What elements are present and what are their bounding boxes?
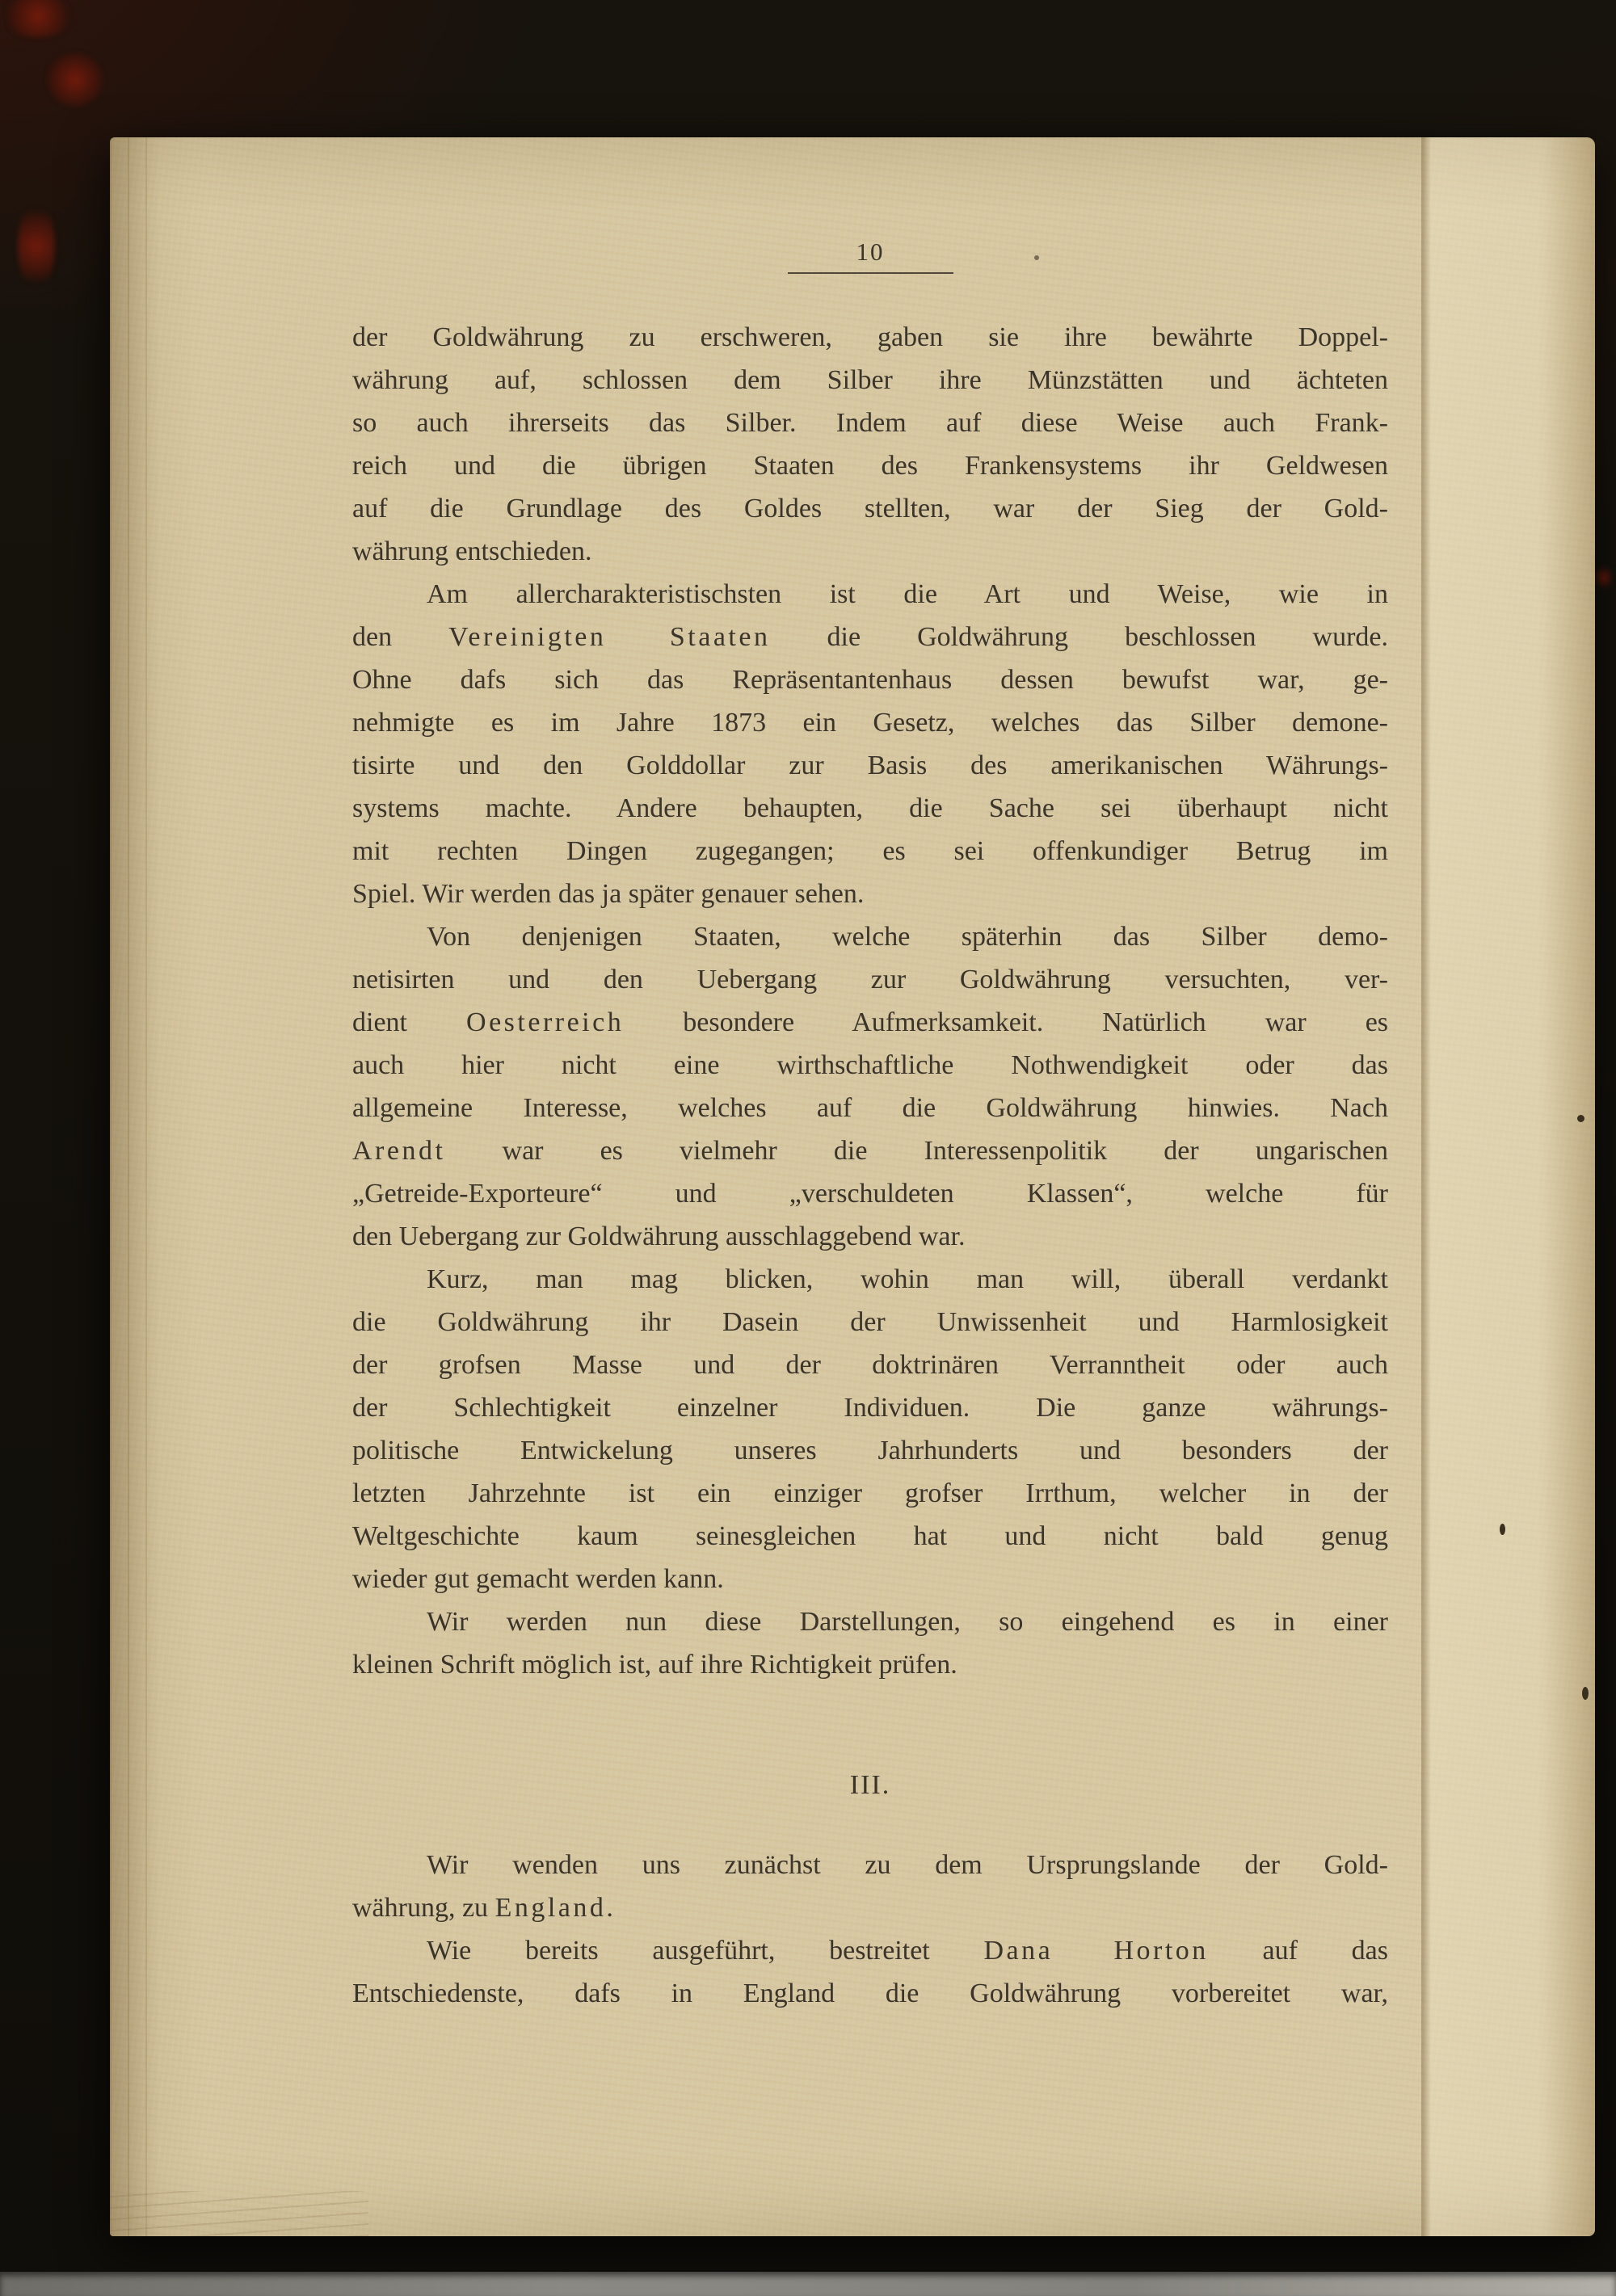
text-line — [352, 1886, 1388, 1929]
text-line: Wir wenden uns zunächst zu dem Ursprungslande der Gold- — [427, 1850, 1388, 1880]
red-stain — [18, 202, 55, 291]
page-right-fold — [1421, 137, 1595, 2236]
text-line: Von denjenigen Staaten, welche späterhin das Silber demo- — [427, 922, 1388, 952]
ink-speck — [1500, 1524, 1505, 1535]
paragraph — [352, 1258, 1388, 1600]
text-segment: den — [352, 622, 449, 652]
scanner-edge — [0, 2272, 1616, 2296]
text-line — [352, 1001, 1388, 1044]
text-line: letzten Jahrzehnte ist ein einziger grofser Irrthum, welcher in der — [352, 1478, 1388, 1508]
text-line — [352, 1929, 1388, 1972]
text-segment: auf das — [1208, 1936, 1388, 1966]
text-line: systems machte. Andere behaupten, die Sache sei überhaupt nicht — [352, 793, 1388, 823]
paragraph — [352, 1600, 1388, 1686]
text-line: Wir werden nun diese Darstellungen, so eingehend es in einer — [427, 1607, 1388, 1637]
text-line: Kurz, man mag blicken, wohin man will, überall verdankt — [427, 1264, 1388, 1294]
red-stain — [1597, 566, 1611, 590]
letterspaced-text: England — [494, 1893, 607, 1923]
text-line: Weltgeschichte kaum seinesgleichen hat und nicht bald genug — [352, 1521, 1388, 1551]
text-line: Ohne dafs sich das Repräsentantenhaus dessen bewufst war, ge- — [352, 665, 1388, 695]
text-line: netisirten und den Uebergang zur Goldwährung versuchten, ver- — [352, 965, 1388, 995]
text-line — [352, 616, 1388, 658]
paragraph — [352, 316, 1388, 573]
section-heading: III. — [849, 1770, 891, 1800]
text-line: politische Entwickelung unseres Jahrhunderts und besonders der — [352, 1436, 1388, 1465]
book-page — [110, 137, 1595, 2236]
text-segment: war es vielmehr die Interessenpolitik der ungarischen — [445, 1136, 1388, 1166]
text-line: wieder gut gemacht werden kann. — [352, 1564, 724, 1594]
text-line: den Uebergang zur Goldwährung ausschlaggebend war. — [352, 1222, 966, 1251]
red-stain — [3, 0, 73, 37]
paragraph — [352, 1844, 1388, 1929]
ink-speck — [1577, 1115, 1584, 1122]
letterspaced-text: Arendt — [352, 1136, 446, 1166]
text-line: nehmigte es im Jahre 1873 ein Gesetz, welches das Silber demone- — [352, 708, 1388, 738]
page-stack-left-edge — [110, 137, 165, 2236]
text-line: mit rechten Dingen zugegangen; es sei offenkundiger Betrug im — [352, 836, 1388, 866]
paragraph — [352, 1929, 1388, 2015]
text-line: der Schlechtigkeit einzelner Individuen. Die ganze währungs- — [352, 1393, 1388, 1423]
text-line: tisirte und den Golddollar zur Basis des amerikanischen Währungs- — [352, 751, 1388, 780]
text-line: reich und die übrigen Staaten des Frankensystems ihr Geldwesen — [352, 451, 1388, 481]
text-line: auch hier nicht eine wirthschaftliche Nothwendigkeit oder das — [352, 1050, 1388, 1080]
paragraph — [352, 573, 1388, 915]
text-line: Spiel. Wir werden das ja später genauer sehen. — [352, 879, 865, 909]
text-line: der grofsen Masse und der doktrinären Verranntheit oder auch — [352, 1350, 1388, 1380]
text-line: so auch ihrerseits das Silber. Indem auf diese Weise auch Frank- — [352, 408, 1388, 438]
text-line: auf die Grundlage des Goldes stellten, war der Sieg der Gold- — [352, 494, 1388, 524]
paragraph — [352, 915, 1388, 1258]
text-blocks — [352, 316, 1388, 2015]
text-segment: Wie bereits ausgeführt, bestreitet — [427, 1936, 984, 1966]
text-line: die Goldwährung ihr Dasein der Unwissenheit und Harmlosigkeit — [352, 1307, 1388, 1337]
text-line: allgemeine Interesse, welches auf die Goldwährung hinwies. Nach — [352, 1093, 1388, 1123]
page-content — [352, 238, 1388, 2015]
text-line: Am allercharakteristischsten ist die Art und Weise, wie in — [427, 579, 1388, 609]
text-segment: die Goldwährung beschlossen wurde. — [770, 622, 1389, 652]
ink-speck — [1582, 1687, 1589, 1700]
text-line: Entschiedenste, dafs in England die Goldwährung vorbereitet war, — [352, 1979, 1388, 2008]
text-segment: währung, zu — [352, 1893, 495, 1923]
text-segment: besondere Aufmerksamkeit. Natürlich war es — [624, 1007, 1389, 1037]
text-line — [352, 1129, 1388, 1172]
text-line: „Getreide-Exporteure“ und „verschuldeten Klassen“, welche für — [352, 1179, 1388, 1209]
letterspaced-text: Dana Horton — [983, 1936, 1209, 1966]
text-line: der Goldwährung zu erschweren, gaben sie ihre bewährte Doppel- — [352, 322, 1388, 352]
text-line: kleinen Schrift möglich ist, auf ihre Richtigkeit prüfen. — [352, 1650, 957, 1680]
text-segment: dient — [352, 1007, 467, 1037]
text-line: währung entschieden. — [352, 536, 592, 566]
ink-speck — [1034, 255, 1039, 260]
page-number-rule — [788, 272, 953, 274]
page-number: 10 — [856, 238, 885, 266]
letterspaced-text: Oesterreich — [466, 1007, 625, 1037]
letterspaced-text: Vereinigten Staaten — [448, 622, 771, 652]
red-stain — [47, 53, 103, 107]
text-segment: . — [606, 1893, 613, 1923]
page-header — [352, 238, 1388, 274]
page-stack-bottom-left — [110, 2191, 368, 2236]
text-line: währung auf, schlossen dem Silber ihre Münzstätten und ächteten — [352, 365, 1388, 395]
